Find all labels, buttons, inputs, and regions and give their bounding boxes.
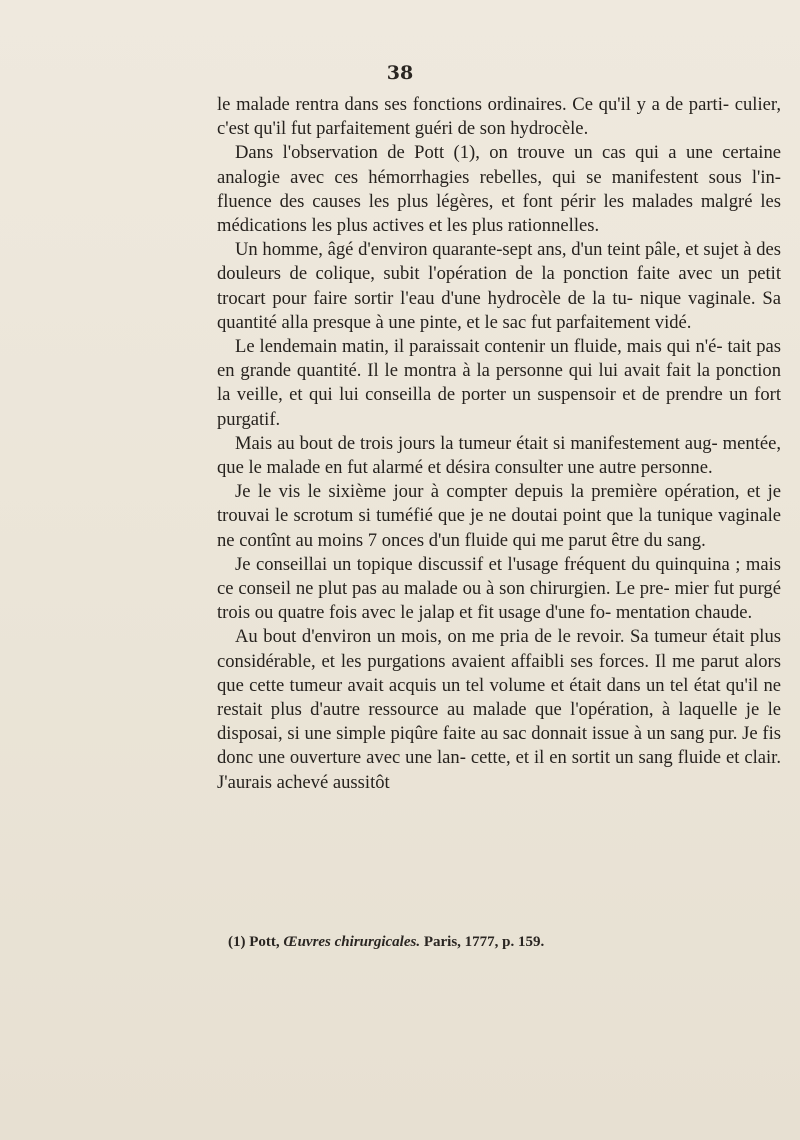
footnote-author: Pott,: [249, 934, 280, 950]
paragraph: Mais au bout de trois jours la tumeur était si manifestement aug- mentée, que le malade en fut alarmé et désira consulter une autre personne.: [217, 432, 781, 479]
paragraph: Un homme, âgé d'environ quarante-sept ans, d'un teint pâle, et sujet à des douleurs de colique, subit l'opération de la ponction faite avec un petit trocart pour faire sortir l'eau d'une hydrocèle de la tu- nique vaginale. Sa quantité alla presque à une pinte, et le sac fut parfaitement vidé.: [217, 239, 781, 333]
footnote-details: Paris, 1777, p. 159.: [423, 934, 545, 950]
footnote-title: Œuvres chirurgicales.: [283, 934, 421, 950]
paragraph: Au bout d'environ un mois, on me pria de le revoir. Sa tumeur était plus considérable, et les purgations avaient affaibli ses forces. Il me parut alors que cette tumeur avait acquis un tel volume et était dans un tel état qu'il ne restait plus d'autre ressource au malade que l'opération, à laquelle je le disposai, si une simple piqûre faite au sac donnait issue à un sang pur. Je fis donc une ouverture avec une lan- cette, et il en sortit un sang fluide et clair. J'aurais achevé aussitôt: [217, 626, 781, 793]
paragraph: Le lendemain matin, il paraissait contenir un fluide, mais qui n'é- tait pas en grande quantité. Il le montra à la personne qui lui avait fait la ponction la veille, et qui lui conseilla de porter un suspensoir et de prendre un fort purgatif.: [217, 336, 781, 430]
paragraph: le malade rentra dans ses fonctions ordinaires. Ce qu'il y a de parti- culier, c'est qu'il fut parfaitement guéri de son hydrocèle.: [217, 94, 781, 140]
body-text: [217, 93, 781, 795]
paragraph: Je le vis le sixième jour à compter depuis la première opération, et je trouvai le scrotum si tuméfié que je ne doutai point que la tunique vaginale ne contînt au moins 7 onces d'un fluide qui me parut être du sang.: [217, 481, 781, 551]
paragraph: Dans l'observation de Pott (1), on trouve un cas qui a une certaine analogie avec ces hémorrhagies rebelles, qui se manifestent sous l'in- fluence des causes les plus légères, et font périr les malades malgré les médications les plus actives et les plus rationnelles.: [217, 142, 781, 237]
page-number: 38: [386, 62, 414, 84]
footnote-marker: (1): [228, 934, 246, 950]
footnote: [228, 934, 788, 951]
paragraph: Je conseillai un topique discussif et l'usage fréquent du quinquina ; mais ce conseil ne plut pas au malade ou à son chirurgien. Le pre- mier fut purgé trois ou quatre fois avec le jalap et fit usage d'une fo- mentation chaude.: [217, 553, 781, 624]
